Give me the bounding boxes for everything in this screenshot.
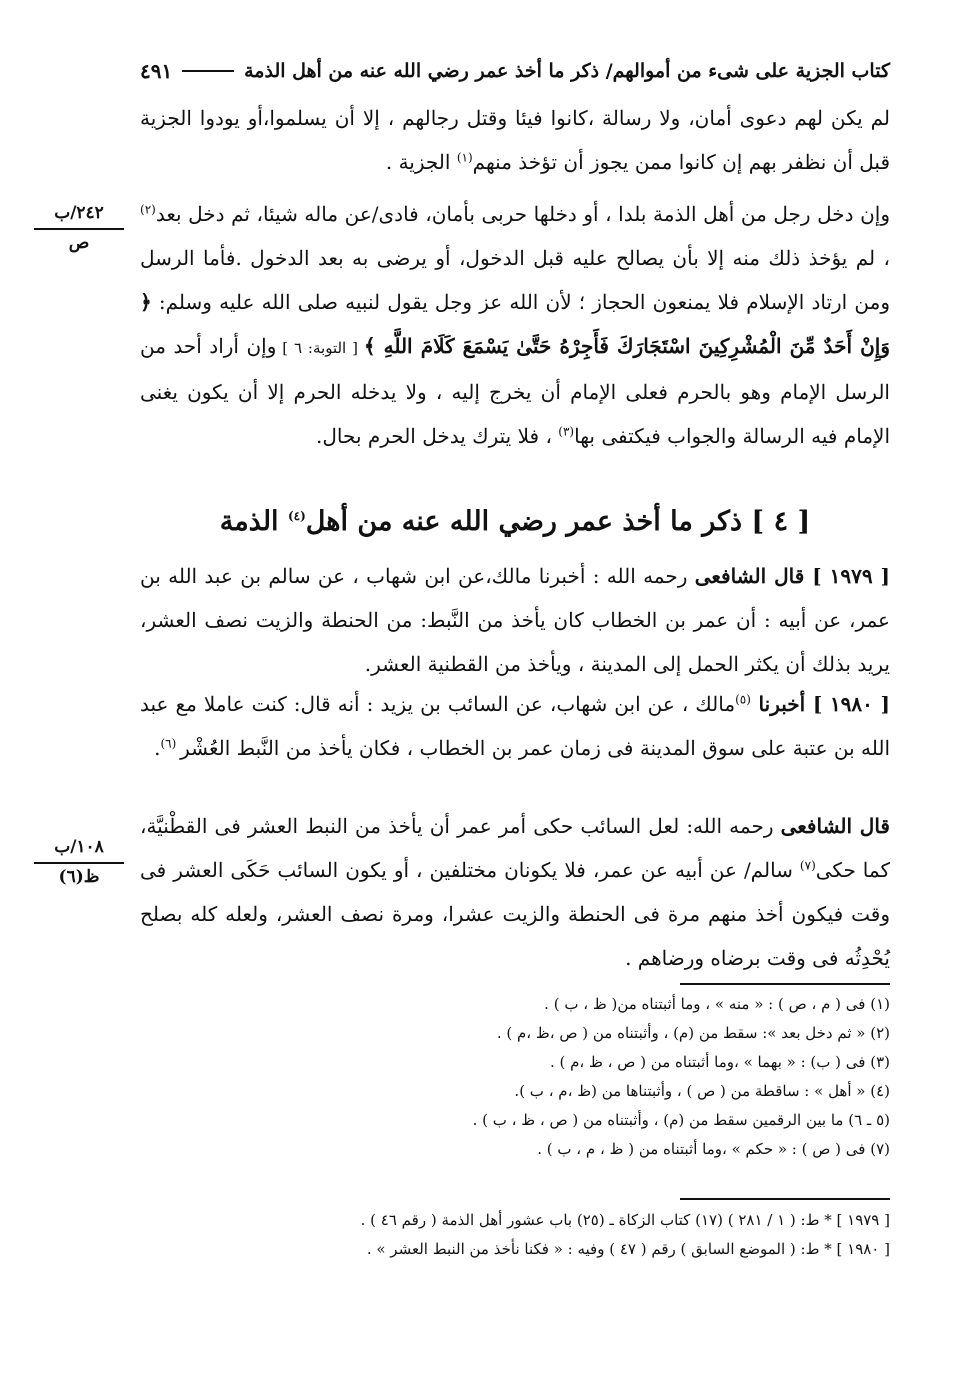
hadith-1980-speaker: أخبرنا bbox=[750, 692, 813, 716]
hadith-1980 bbox=[140, 682, 890, 770]
commentary-text-a: رحمه الله: لعل السائب حكى أمر عمر أن يأخذ من النبط العشر فى القطْنيَّة، كما حكى bbox=[140, 814, 890, 882]
hadith-1979-text: رحمه الله : أخبرنا مالك،عن ابن شهاب ، عن سالم بن عبد الله بن عمر، عن أبيه : أن عمر بن الخطاب كان يأخذ من النَّبط: من الحنطة والزيت نصف العشر، يريد بذلك أن يكثر الحمل إلى المدينة ، ويأخذ من القطنية العشر. bbox=[140, 564, 890, 676]
paragraph-1 bbox=[140, 96, 890, 184]
footnote-3: (٣) فى ( ب) : « بهما » ،وما أثبتناه من ( ص ، ظ ،م ) . bbox=[549, 1053, 890, 1071]
paragraph-2-text-a: وإن دخل رجل من أهل الذمة بلدا ، أو دخلها حربى بأمان، فادى/عن ماله شيئا، ثم دخل بعد bbox=[155, 202, 890, 226]
footnote-2: (٢) « ثم دخل بعد »: سقط من (م) ، وأثبتناه من ( ص ،ظ ،م ) . bbox=[496, 1024, 890, 1042]
hadith-1979-number: [ ١٩٧٩ ] bbox=[812, 564, 890, 588]
footnotes bbox=[140, 990, 890, 1164]
footnote-ref-4: (٤) bbox=[287, 509, 306, 523]
footnote-ref-2: (٢) bbox=[140, 202, 156, 217]
section-title-b: الذمة bbox=[219, 506, 288, 537]
margin-note-1-bottom: ص bbox=[68, 233, 90, 253]
footnote-separator bbox=[680, 983, 890, 985]
paragraph-2-text-c: وإن أراد أحد من الرسل الإمام وهو بالحرم فعلى الإمام أن يخرج إليه ، ولا يدخله الحرم إلا أن يكون يغنى الإمام فيه الرسالة والجواب فيكتفى بها bbox=[140, 334, 890, 448]
hadith-1980-text-a: مالك ، عن ابن شهاب، عن السائب بن يزيد : أنه قال: كنت عاملا مع عبد الله بن عتبة على سوق المدينة فى زمان عمر بن الخطاب ، فكان يأخذ من النَّبط العُشْر bbox=[140, 692, 890, 760]
running-header bbox=[140, 54, 890, 88]
header-title: كتاب الجزية على شىء من أموالهم/ ذكر ما أخذ عمر رضي الله عنه من أهل الذمة bbox=[244, 60, 890, 82]
reference-1980: [ ١٩٨٠ ] * ط: ( الموضع السابق ) رقم ( ٤٧ ) وفيه : « فكنا نأخذ من النبط العشر » . bbox=[366, 1240, 890, 1258]
commentary-speaker: قال الشافعى bbox=[780, 814, 890, 838]
margin-note-2-top: ١٠٨/ب bbox=[34, 834, 124, 864]
footnote-ref-6: (٦) bbox=[160, 736, 181, 751]
paragraph-2-text-b: ، لم يؤخذ ذلك منه إلا بأن يصالح عليه قبل الدخول، أو يرضى به بعد الدخول .فأما الرسل ومن ارتاد الإسلام فلا يمنعون الحجاز ؛ لأن الله عز وجل يقول لنبيه صلى الله عليه وسلم: bbox=[140, 246, 890, 314]
hadith-1979-speaker: قال الشافعى bbox=[694, 564, 813, 588]
reference-1979: [ ١٩٧٩ ] * ط: ( ١ / ٢٨١ ) (١٧) كتاب الزكاة ـ (٢٥) باب عشور أهل الذمة ( رقم ٤٦ ) . bbox=[360, 1211, 890, 1229]
footnote-5: (٥ ـ ٦) ما بين الرقمين سقط من (م) ، وأثبتناه من ( ص ، ظ ، ب ) . bbox=[472, 1111, 890, 1129]
footnote-ref-3: (٣) bbox=[558, 424, 575, 439]
references bbox=[140, 1206, 890, 1264]
header-dash bbox=[182, 70, 234, 72]
commentary-paragraph bbox=[140, 804, 890, 980]
paragraph-2 bbox=[140, 192, 890, 458]
commentary-text-b: سالم/ عن أبيه عن عمر، فلا يكونان مختلفين ، أو يكون السائب حَكَى العشر فى وقت فيكون أخذ منهم مرة فى الحنطة والزيت عشرا، ومرة نصف العشر، ولعله كله بصلح يُحْدِثُه فى وقت برضاه ورضاهم . bbox=[140, 858, 890, 970]
footnote-ref-5: (٥) bbox=[735, 692, 751, 707]
hadith-1979 bbox=[140, 554, 890, 686]
margin-note-2-bottom: ظ(٦) bbox=[58, 867, 100, 887]
margin-note-1 bbox=[34, 200, 124, 256]
footnote-1: (١) فى ( م ، ص ) : « منه » ، وما أثبتناه من( ظ ، ب ) . bbox=[544, 995, 890, 1013]
section-title bbox=[140, 500, 890, 544]
quran-verse: ﴿ وَإِنْ أَحَدٌ مِّنَ الْمُشْرِكِينَ اسْتَجَارَكَ فَأَجِرْهُ حَتَّىٰ يَسْمَعَ كَلَامَ اللَّهِ ﴾ bbox=[140, 290, 890, 358]
footnote-4: (٤) « أهل » : ساقطة من ( ص ) ، وأثبتناها من (ظ ،م ، ب ). bbox=[514, 1082, 890, 1100]
paragraph-2-text-d: ، فلا يترك يدخل الحرم بحال. bbox=[316, 424, 559, 448]
paragraph-1-text-a: لم يكن لهم دعوى أمان، ولا رسالة ،كانوا فيئا وقتل رجالهم ، إلا أن يسلموا،أو يودوا الجزية قبل أن نظفر بهم إن كانوا ممن يجوز أن تؤخذ منهم bbox=[140, 106, 890, 174]
paragraph-1-text-b: الجزية . bbox=[385, 150, 457, 174]
hadith-1980-number: [ ١٩٨٠ ] bbox=[812, 692, 891, 716]
margin-note-2 bbox=[34, 834, 124, 890]
footnote-ref-7: (٧) bbox=[799, 858, 816, 873]
reference-separator bbox=[680, 1198, 890, 1200]
hadith-1980-text-b: . bbox=[154, 736, 161, 760]
footnote-7: (٧) فى ( ص ) : « حكم » ،وما أثبتناه من ( ظ ، م ، ب ) . bbox=[537, 1140, 890, 1158]
section-title-a: [ ٤ ] ذكر ما أخذ عمر رضي الله عنه من أهل bbox=[305, 506, 811, 537]
page-number: ٤٩١ bbox=[140, 59, 173, 83]
margin-note-1-top: ٢٤٢/ب bbox=[34, 200, 124, 230]
footnote-ref-1: (١) bbox=[456, 150, 473, 165]
quran-reference: [ التوبة: ٦ ] bbox=[276, 339, 364, 357]
